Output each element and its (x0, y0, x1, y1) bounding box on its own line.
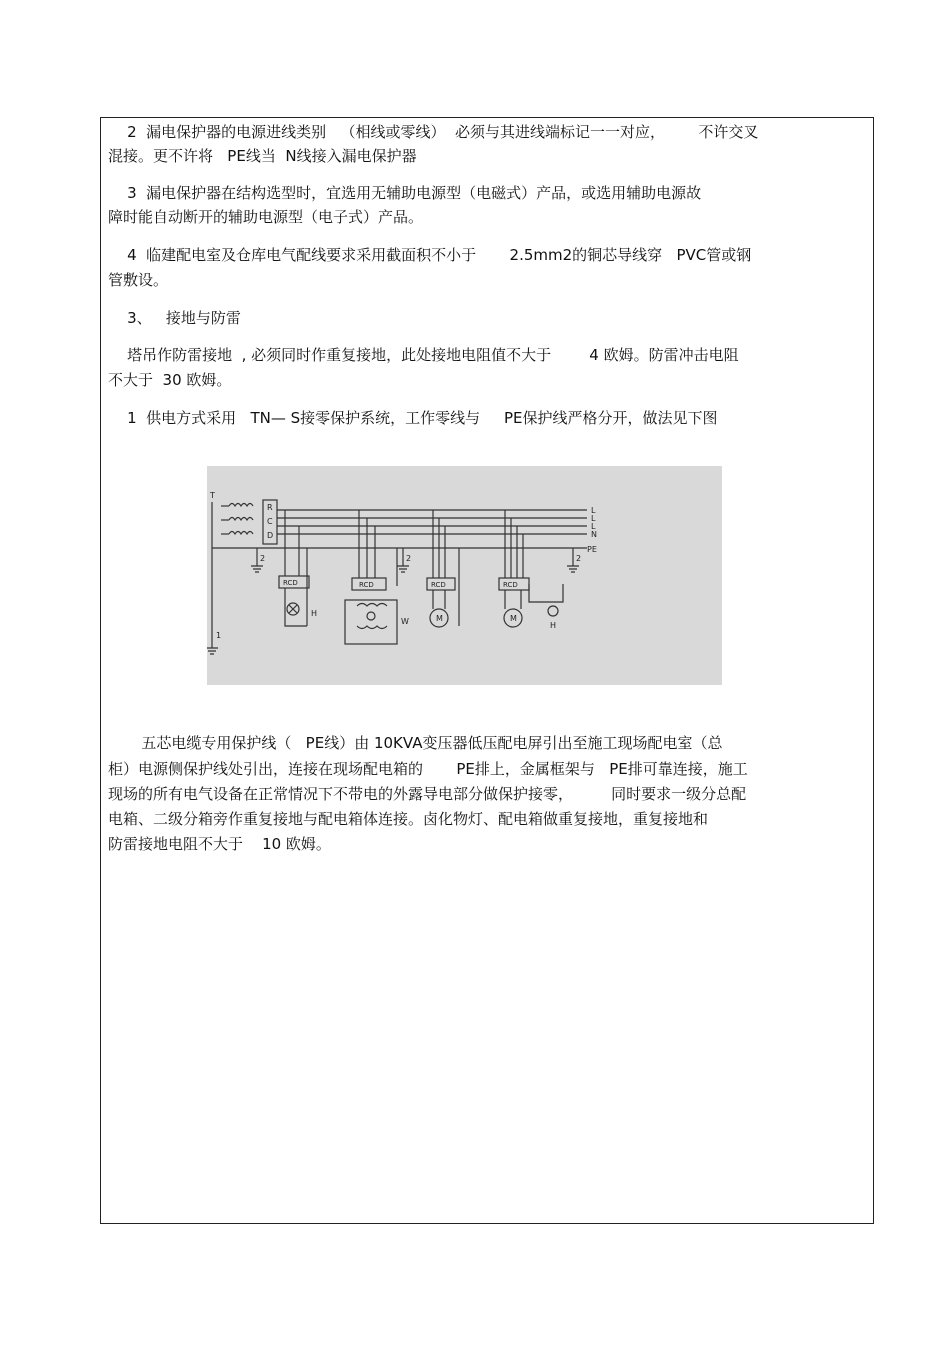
paragraph-2-line-1: 2 漏电保护器的电源进线类别 （相线或零线） 必须与其进线端标记一一对应， 不许交叉 (108, 123, 759, 141)
label-ground-3: 2 (576, 554, 582, 563)
paragraph-pe-line-4: 电箱、二级分箱旁作重复接地与配电箱体连接。卤化物灯、配电箱做重复接地，重复接地和 (108, 810, 709, 828)
label-H-1: H (311, 609, 318, 618)
branch-welder (345, 510, 397, 644)
label-L1: L (591, 506, 596, 515)
label-rcd-4: RCD (503, 581, 518, 589)
label-R: R (267, 503, 273, 512)
paragraph-4-line-2: 管敷设。 (108, 271, 169, 289)
paragraph-pe-line-2: 柜）电源侧保护线处引出，连接在现场配电箱的 PE排上，金属框架与 PE排可靠连接，施工 (108, 760, 748, 778)
label-L2: L (591, 514, 596, 523)
label-H-2: H (550, 621, 557, 630)
paragraph-4-line-1: 4 临建配电室及仓库电气配线要求采用截面积不小于 2.5mm2的铜芯导线穿 PVC管或钢 (108, 246, 752, 264)
paragraph-pe-line-3: 现场的所有电气设备在正常情况下不带电的外露导电部分做保护接零， 同时要求一级分总配 (108, 785, 747, 803)
label-T: T (210, 491, 215, 500)
paragraph-pe-line-1: 五芯电缆专用保护线（ PE线）由 10KVA变压器低压配电屏引出至施工现场配电室（总 (108, 734, 723, 752)
label-M-1: M (436, 614, 443, 623)
label-N: N (591, 530, 597, 539)
label-rcd-2: RCD (359, 581, 374, 589)
busbar-lines (212, 510, 587, 548)
branch-lighting (279, 510, 309, 626)
label-C: C (267, 517, 273, 526)
label-L3: L (591, 522, 596, 531)
paragraph-tower-crane-line-2: 不大于 30 欧姆。 (108, 371, 232, 389)
label-rcd-3: RCD (431, 581, 446, 589)
label-D: D (267, 531, 274, 540)
paragraph-tn-s-system: 1 供电方式采用 TN— S接零保护系统，工作零线与 PE保护线严格分开，做法见下图 (108, 409, 718, 427)
transformer-icon (212, 502, 253, 642)
paragraph-3-line-1: 3 漏电保护器在结构选型时，宜选用无辅助电源型（电磁式）产品，或选用辅助电源故 (108, 184, 702, 202)
label-ground-1: 2 (260, 554, 266, 563)
tn-s-wiring-diagram (207, 466, 722, 685)
paragraph-3-line-2: 障时能自动断开的辅助电源型（电子式）产品。 (108, 208, 424, 226)
label-ground-2: 2 (406, 554, 412, 563)
paragraph-tower-crane-line-1: 塔吊作防雷接地 , 必须同时作重复接地，此处接地电阻值不大于 4 欧姆。防雷冲击电阻 (108, 346, 739, 364)
label-ground-4: 1 (216, 631, 222, 640)
label-M-2: M (510, 614, 517, 623)
label-PE: PE (587, 545, 597, 554)
label-W: W (401, 617, 409, 626)
branch-motor-2 (499, 510, 563, 627)
paragraph-2-line-2: 混接。更不许将 PE线当 N线接入漏电保护器 (108, 147, 417, 165)
branch-motor-1 (427, 510, 459, 627)
label-rcd-1: RCD (283, 579, 298, 587)
section-heading-grounding: 3、 接地与防雷 (108, 309, 241, 327)
paragraph-pe-line-5: 防雷接地电阻不大于 10 欧姆。 (108, 835, 331, 853)
